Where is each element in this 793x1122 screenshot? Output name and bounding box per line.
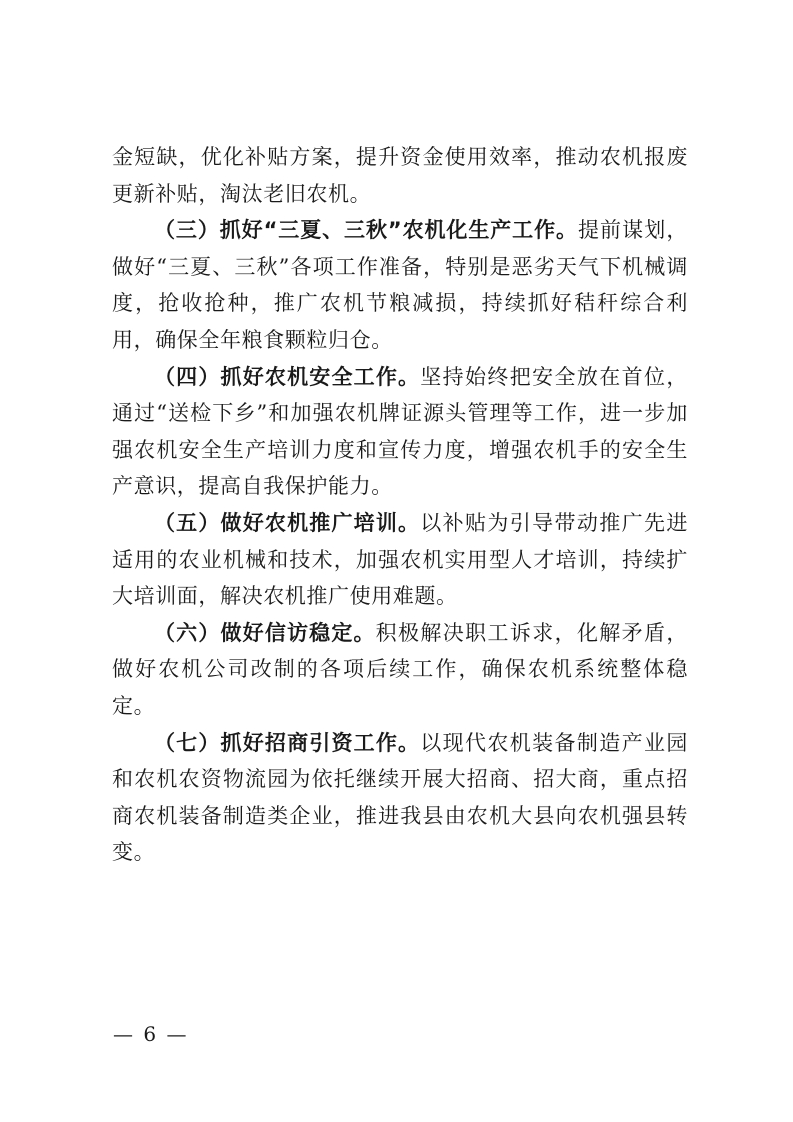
paragraph-section-6 (112, 615, 688, 725)
paragraph-text: 以现代农机装备制造产业园和农机农资物流园为依托继续开展大招商、招大商，重点招商农机装备制造类企业，推进我县由农机大县向农机强县转变。 (112, 730, 688, 865)
paragraph-text: 积极解决职工诉求，化解矛盾，做好农机公司改制的各项后续工作，确保农机系统整体稳定。 (112, 620, 688, 718)
paragraph-text: 坚持始终把安全放在首位，通过“送检下乡”和加强农机牌证源头管理等工作，进一步加强农机安全生产培训力度和宣传力度，增强农机手的安全生产意识，提高自我保护能力。 (112, 364, 688, 499)
section-heading: （四）抓好农机安全工作。 (154, 364, 421, 389)
paragraph-section-7 (112, 725, 688, 871)
section-heading: （五）做好农机推广培训。 (154, 510, 421, 535)
section-heading: （三）抓好“三夏、三秋”农机化生产工作。 (154, 218, 578, 243)
paragraph-text: 提前谋划，做好“三夏、三秋”各项工作准备，特别是恶劣天气下机械调度，抢收抢种，推广农机节粮减损，持续抓好秸秆综合利用，确保全年粮食颗粒归仓。 (112, 218, 689, 352)
paragraph-text: 金短缺，优化补贴方案，提升资金使用效率，推动农机报废更新补贴，淘汰老旧农机。 (112, 145, 688, 206)
section-heading: （六）做好信访稳定。 (154, 620, 376, 645)
paragraph-section-3 (112, 212, 688, 358)
document-body (112, 139, 688, 871)
paragraph-section-4 (112, 359, 688, 505)
paragraph-section-5 (112, 505, 688, 615)
paragraph-text: 以补贴为引导带动推广先进适用的农业机械和技术，加强农机实用型人才培训，持续扩大培训面，解决农机推广使用难题。 (112, 510, 688, 609)
section-heading: （七）抓好招商引资工作。 (154, 730, 421, 755)
page-number: — 6 — (113, 1022, 189, 1046)
paragraph-continuation (112, 139, 688, 212)
